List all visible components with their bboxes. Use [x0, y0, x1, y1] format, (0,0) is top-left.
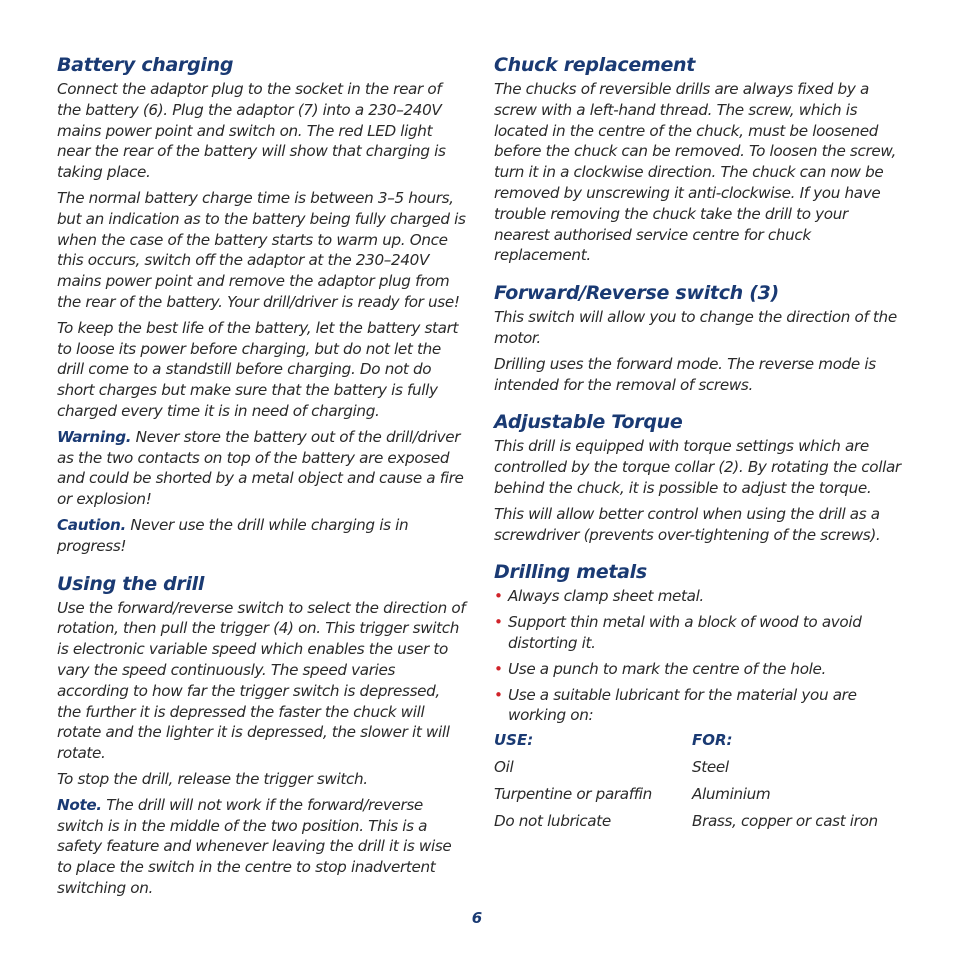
table-row — [494, 758, 878, 785]
caution-paragraph — [57, 515, 467, 557]
list-item: • Always clamp sheet metal. — [494, 587, 704, 606]
paragraph: This switch will allow you to change the direction of the motor. — [494, 308, 897, 347]
paragraph: The chucks of reversible drills are always fixed by a screw with a left-hand thread. The screw, which is located in the centre of the chuck, must be loosened before the chuck can be removed. To loosen the screw, turn it in a clockwise direction. The chuck can now be removed by unscrewing it anti-clockwise. If you have trouble removing the chuck take the drill to your nearest authorised service centre for chuck replacement. — [494, 80, 896, 265]
warning-paragraph — [57, 427, 467, 510]
drilling-metals-section — [494, 559, 904, 839]
left-column — [57, 52, 467, 913]
bullet-icon: • — [494, 685, 503, 704]
page-number: 6 — [471, 909, 483, 927]
warning-label: Warning. — [57, 427, 132, 446]
note-text: The drill will not work if the forward/reverse switch is in the middle of the two position. This is a safety feature and whenever leaving the drill it is wise to place the switch in the centre to stop inadvertent switching on. — [57, 795, 452, 897]
adjustable-torque-section — [494, 409, 904, 545]
paragraph: Connect the adaptor plug to the socket in the rear of the battery (6). Plug the adaptor (7) into a 230–240V mains power point and switch on. The red LED light near the rear of the battery will show that charging is taking place. — [57, 80, 446, 182]
section-title: Forward/Reverse switch (3) — [494, 282, 779, 305]
paragraph: Use the forward/reverse switch to select the direction of rotation, then pull the trigger (4) on. This trigger switch is electronic variable speed which enables the user to vary the speed continuously. The speed varies according to how far the trigger switch is depressed, the further it is depressed the faster the chuck will rotate and the lighter it is depressed, the slower it will rotate. — [57, 598, 466, 763]
section-title: Using the drill — [57, 572, 205, 595]
list-item: • Support thin metal with a block of wood to avoid distorting it. — [494, 613, 862, 652]
table-cell: Brass, copper or cast iron — [692, 812, 878, 831]
paragraph: To stop the drill, release the trigger switch. — [57, 769, 368, 788]
warning-text: Never store the battery out of the drill/driver as the two contacts on top of the battery are exposed and could be shorted by a metal object and cause a fire or explosion! — [57, 427, 464, 509]
paragraph: Drilling uses the forward mode. The reverse mode is intended for the removal of screws. — [494, 354, 876, 394]
right-column — [494, 52, 904, 853]
table-cell: Steel — [692, 758, 729, 777]
note-label: Note. — [57, 795, 102, 814]
bullet-icon: • — [494, 659, 503, 678]
section-title: Battery charging — [57, 54, 234, 76]
using-drill-section — [57, 571, 467, 899]
table-row — [494, 785, 878, 812]
caution-label: Caution. — [57, 515, 126, 534]
paragraph: To keep the best life of the battery, let the battery start to loose its power before charging, but do not let the drill come to a standstill before charging. Do not do short charges but make sure that the battery is fully charged every time it is in need of charging. — [57, 318, 459, 420]
list-item: • Use a punch to mark the centre of the hole. — [494, 659, 826, 678]
lubricant-table — [494, 731, 878, 839]
column-header-for: FOR: — [692, 731, 733, 750]
caution-text: Never use the drill while charging is in progress! — [57, 515, 409, 555]
chuck-replacement-section — [494, 52, 904, 266]
section-title: Adjustable Torque — [494, 411, 683, 434]
bullet-icon: • — [494, 587, 503, 606]
bullet-icon: • — [494, 613, 503, 632]
bullet-list — [494, 586, 904, 726]
paragraph: The normal battery charge time is between 3–5 hours, but an indication as to the battery being fully charged is when the case of the battery starts to warm up. Once this occurs, switch off the adaptor at the 230–240V mains power point and remove the adaptor plug from the rear of the battery. Your drill/driver is ready for use! — [57, 188, 466, 311]
table-cell: Do not lubricate — [494, 812, 611, 831]
paragraph: This will allow better control when using the drill as a screwdriver (prevents over-tightening of the screws). — [494, 504, 881, 544]
battery-charging-section — [57, 52, 467, 557]
table-cell: Turpentine or paraffin — [494, 785, 652, 804]
table-cell: Aluminium — [692, 785, 771, 804]
table-row — [494, 812, 878, 839]
section-title: Chuck replacement — [494, 54, 696, 76]
list-item: • Use a suitable lubricant for the material you are working on: — [494, 685, 857, 725]
section-title: Drilling metals — [494, 561, 647, 584]
note-paragraph — [57, 795, 467, 899]
table-header-row — [494, 731, 878, 758]
table-cell: Oil — [494, 758, 514, 777]
column-header-use: USE: — [494, 731, 534, 750]
paragraph: This drill is equipped with torque settings which are controlled by the torque collar (2). By rotating the collar behind the chuck, it is possible to adjust the torque. — [494, 437, 901, 497]
forward-reverse-section — [494, 280, 904, 395]
